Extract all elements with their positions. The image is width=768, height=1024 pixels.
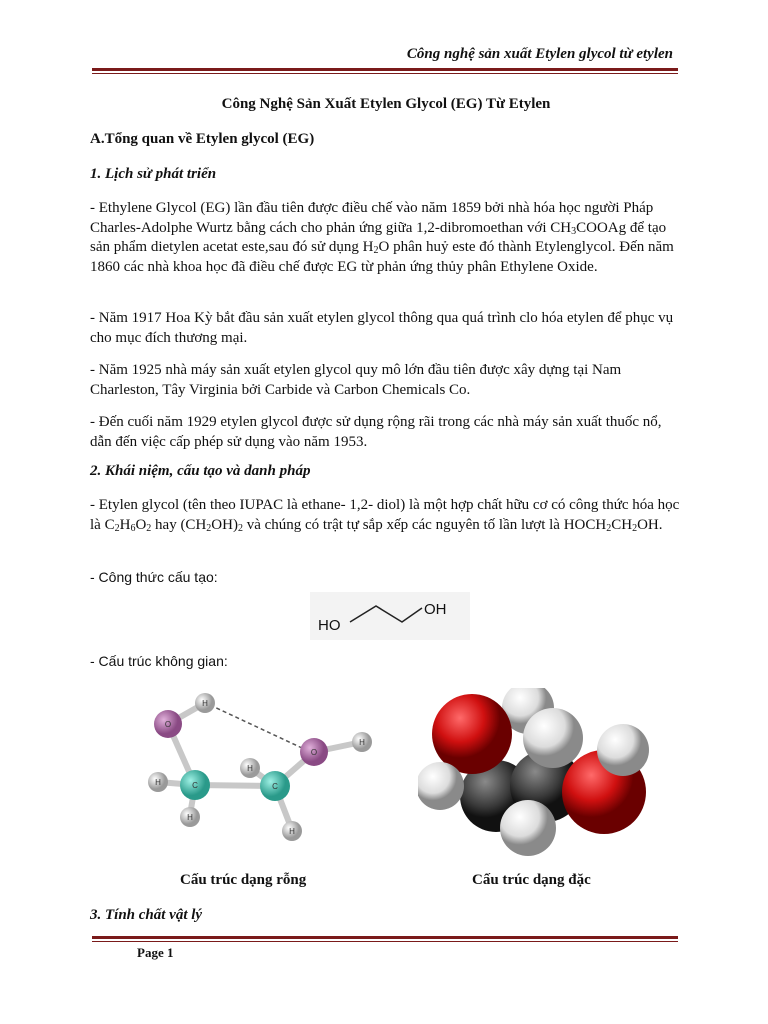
svg-text:O: O — [164, 720, 172, 729]
svg-text:H: H — [289, 827, 295, 836]
hydrogen-atom — [500, 800, 556, 856]
svg-text:H: H — [359, 738, 365, 747]
svg-text:C: C — [192, 781, 198, 790]
oxygen-atom — [432, 694, 512, 774]
header-rule — [92, 68, 678, 71]
svg-text:O: O — [310, 748, 318, 757]
paragraph-concept: - Etylen glycol (tên theo IUPAC là ethane- 1,2- diol) là một hợp chất hữu cơ có công thức hóa học là $C_2H_6O_2$ hay $(CH_2OH)_2$ và chúng có trật tự sắp xếp các nguyên tố lần lượt là $HOCH_2CH_2OH$. — [90, 497, 680, 534]
hydrogen-atom — [597, 724, 649, 776]
section-a-heading: A.Tổng quan về Etylen glycol (EG) — [90, 131, 315, 147]
structural-formula — [310, 592, 470, 640]
footer-rule-thin — [92, 941, 678, 942]
ball-and-stick-model — [140, 690, 380, 850]
section-3-heading: 3. Tính chất vật lý — [90, 907, 203, 923]
section-2-heading: 2. Khái niệm, cấu tạo và danh pháp — [90, 463, 311, 479]
section-1-heading: 1. Lịch sử phát triển — [90, 166, 217, 182]
hydrogen-atom — [523, 708, 583, 768]
footer-rule — [92, 936, 678, 939]
space-filling-model — [418, 688, 668, 856]
document-title: Công Nghệ Sản Xuất Etylen Glycol (EG) Từ Etylen — [221, 96, 551, 112]
svg-text:H: H — [155, 778, 161, 787]
paragraph-history-2: - Năm 1917 Hoa Kỳ bắt đầu sản xuất etylen glycol thông qua quá trình clo hóa etylen để phục vụ cho mục đích thương mại. — [90, 310, 674, 346]
formula-label: - Công thức cấu tạo: — [90, 569, 218, 585]
hydrogen-atom — [418, 762, 464, 810]
running-header: Công nghệ sản xuất Etylen glycol từ etylen — [406, 46, 673, 62]
formula-ho-label: HO — [318, 617, 341, 634]
svg-text:C: C — [272, 782, 278, 791]
paragraph-history-3: - Năm 1925 nhà máy sản xuất etylen glycol quy mô lớn đầu tiên được xây dựng tại Nam Charleston, Tây Virginia bởi Carbide và Carbon Chemicals Co. — [90, 362, 622, 398]
svg-text:H: H — [187, 813, 193, 822]
paragraph-history-1: - Ethylene Glycol (EG) lần đầu tiên được điều chế vào năm 1859 bởi nhà hóa học người Pháp Charles-Adolphe Wurtz bằng cách cho phản ứng giữa 1,2-dibromoethan với $CH_3COOAg$ để tạo sản phẩm dietylen acetat este,sau đó sử dụng $H_2O$ phân huỷ este đó thành Etylenglycol. Đến năm 1860 các nhà khoa học đã điều chế được EG từ phản ứng thủy phân Ethylene Oxide. — [90, 200, 674, 275]
formula-oh-label: OH — [424, 601, 447, 618]
caption-ball-and-stick: Cấu trúc dạng rỗng — [180, 872, 307, 888]
paragraph-history-4: - Đến cuối năm 1929 etylen glycol được sử dụng rộng rãi trong các nhà máy sản xuất thuốc nổ, dẫn đến việc cấp phép sử dụng vào năm 1953. — [90, 414, 662, 450]
header-rule-thin — [92, 73, 678, 74]
space-structure-label: - Cấu trúc không gian: — [90, 653, 228, 669]
svg-text:H: H — [247, 764, 253, 773]
caption-space-filling: Cấu trúc dạng đặc — [472, 872, 591, 888]
svg-text:H: H — [202, 699, 208, 708]
page-number: Page 1 — [137, 945, 174, 960]
